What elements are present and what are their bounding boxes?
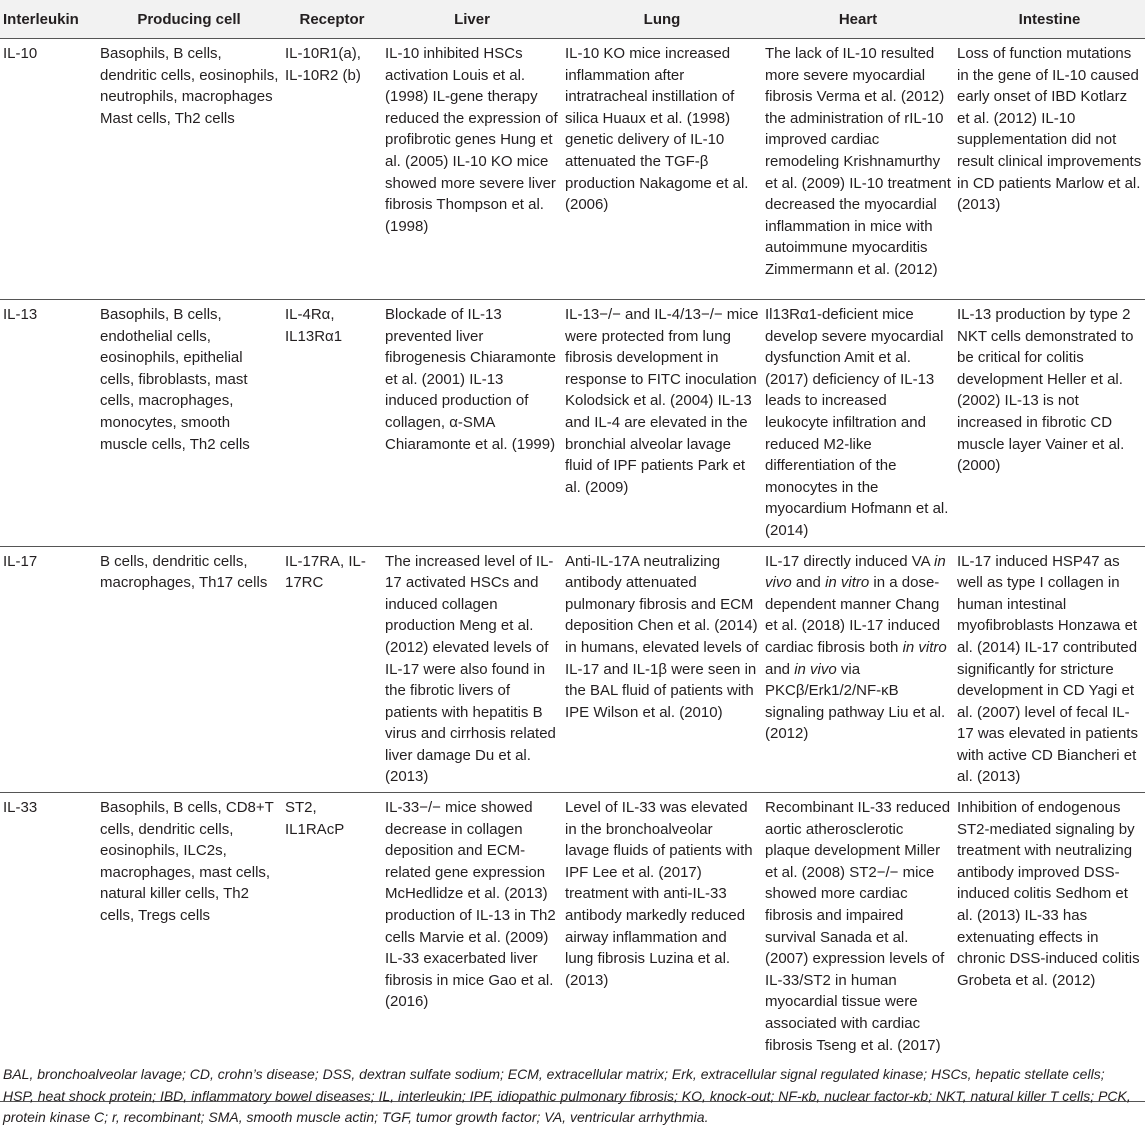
header-liver: Liver <box>382 0 562 39</box>
cell-producing-cell: Basophils, B cells, dendritic cells, eosinophils, neutrophils, macrophages Mast cells, Th2 cells <box>96 39 282 300</box>
heart-text-part: via PKCβ/Erk1/2/NF-κB signaling pathway Liu et al. (2012) <box>765 660 946 743</box>
cell-lung: Level of IL-33 was elevated in the bronchoalveolar lavage fluids of patients with IPF Lee et al. (2017) treatment with anti-IL-33 antibody markedly reduced airway inflammation and lung fibrosis Luzina et al. (2013) <box>562 793 762 1102</box>
header-heart: Heart <box>762 0 954 39</box>
table-header <box>0 0 1145 39</box>
table-row <box>0 546 1145 793</box>
heart-italic-term: in vivo <box>765 552 946 592</box>
cell-interleukin: IL-10 <box>0 39 96 300</box>
cell-liver: The increased level of IL-17 activated HSCs and induced collagen production Meng et al. (2012) elevated levels of IL-17 were also found in the fibrotic livers of patients with hepatitis B virus and cirrhosis related liver damage Du et al. (2013) <box>382 546 562 793</box>
header-producing-cell: Producing cell <box>96 0 282 39</box>
table-row <box>0 793 1145 1102</box>
cell-lung: Anti-IL-17A neutralizing antibody attenuated pulmonary fibrosis and ECM deposition Chen et al. (2014) in humans, elevated levels of IL-17 and IL-1β were seen in the BAL fluid of patients with IPE Wilson et al. (2010) <box>562 546 762 793</box>
cell-producing-cell: Basophils, B cells, CD8+T cells, dendritic cells, eosinophils, ILC2s, macrophages, mast cells, natural killer cells, Th2 cells, Tregs cells <box>96 793 282 1102</box>
cell-intestine: IL-13 production by type 2 NKT cells demonstrated to be critical for colitis development Heller et al. (2002) IL-13 is not increased in fibrotic CD muscle layer Vainer et al. (2000) <box>954 300 1145 547</box>
table-row <box>0 39 1145 300</box>
cell-receptor: IL-4Rα, IL13Rα1 <box>282 300 382 547</box>
cell-producing-cell: Basophils, B cells, endothelial cells, eosinophils, epithelial cells, fibroblasts, mast cells, macrophages, monocytes, smooth muscle cells, Th2 cells <box>96 300 282 547</box>
cell-heart: The lack of IL-10 resulted more severe myocardial fibrosis Verma et al. (2012) the administration of rIL-10 improved cardiac remodeling Krishnamurthy et al. (2009) IL-10 treatment decreased the myocardial inflammation in mice with autoimmune myocarditis Zimmermann et al. (2012) <box>762 39 954 300</box>
cell-liver: IL-10 inhibited HSCs activation Louis et al. (1998) IL-gene therapy reduced the expression of profibrotic genes Hung et al. (2005) IL-10 KO mice showed more severe liver fibrosis Thompson et al. (1998) <box>382 39 562 300</box>
cell-intestine: Inhibition of endogenous ST2-mediated signaling by treatment with neutralizing antibody improved DSS-induced colitis Sedhom et al. (2013) IL-33 has extenuating effects in chronic DSS-induced colitis Grobeta et al. (2012) <box>954 793 1145 1102</box>
heart-text-part: and <box>765 660 795 678</box>
cell-lung: IL-13−/− and IL-4/13−/− mice were protected from lung fibrosis development in response to FITC inoculation Kolodsick et al. (2004) IL-13 and IL-4 are elevated in the bronchial alveolar lavage fluid of IPF patients Park et al. (2009) <box>562 300 762 547</box>
cell-interleukin: IL-33 <box>0 793 96 1102</box>
cell-heart <box>762 546 954 793</box>
cell-heart: Il13Rα1-deficient mice develop severe myocardial dysfunction Amit et al. (2017) deficiency of IL-13 leads to increased leukocyte infiltration and reduced M2-like differentiation of the monocytes in the myocardium Hofmann et al. (2014) <box>762 300 954 547</box>
header-intestine: Intestine <box>954 0 1145 39</box>
table-footnote: BAL, bronchoalveolar lavage; CD, crohn’s disease; DSS, dextran sulfate sodium; ECM, extracellular matrix; Erk, extracellular signal regulated kinase; HSCs, hepatic stellate cells; HSP, heat shock protein; IBD, inflammatory bowel diseases; IL, interleukin; IPF, idiopathic pulmonary fibrosis; KO, knock-out; NF-κb, nuclear factor-κb; NKT, natural killer T cells; PCK, protein kinase C; r, recombinant; SMA, smooth muscle actin; TGF, tumor growth factor; VA, ventricular arrhythmia. <box>3 1066 1131 1125</box>
cell-lung: IL-10 KO mice increased inflammation after intratracheal instillation of silica Huaux et al. (1998) genetic delivery of IL-10 attenuated the TGF-β production Nakagome et al. (2006) <box>562 39 762 300</box>
header-row <box>0 0 1145 39</box>
cell-liver: Blockade of IL-13 prevented liver fibrogenesis Chiaramonte et al. (2001) IL-13 induced production of collagen, α-SMA Chiaramonte et al. (1999) <box>382 300 562 547</box>
header-interleukin: Interleukin <box>0 0 96 39</box>
cell-producing-cell: B cells, dendritic cells, macrophages, Th17 cells <box>96 546 282 793</box>
cell-liver: IL-33−/− mice showed decrease in collagen deposition and ECM-related gene expression McHedlidze et al. (2013) production of IL-13 in Th2 cells Marvie et al. (2009) IL-33 exacerbated liver fibrosis in mice Gao et al. (2016) <box>382 793 562 1102</box>
cell-intestine: IL-17 induced HSP47 as well as type I collagen in human intestinal myofibroblasts Honzawa et al. (2014) IL-17 contributed significantly for stricture development in CD Yagi et al. (2007) level of fecal IL-17 was elevated in patients with active CD Biancheri et al. (2013) <box>954 546 1145 793</box>
cell-receptor: IL-10R1(a), IL-10R2 (b) <box>282 39 382 300</box>
table-body <box>0 39 1145 1102</box>
header-receptor: Receptor <box>282 0 382 39</box>
heart-italic-term: in vivo <box>794 660 837 678</box>
heart-text-part: in a dose-dependent manner Chang et al. (2018) IL-17 induced cardiac fibrosis both <box>765 574 941 656</box>
cell-interleukin: IL-17 <box>0 546 96 793</box>
heart-text-part: and <box>791 574 826 592</box>
header-lung: Lung <box>562 0 762 39</box>
heart-text-part: IL-17 directly induced VA <box>765 552 934 570</box>
cell-interleukin: IL-13 <box>0 300 96 547</box>
cell-heart: Recombinant IL-33 reduced aortic atherosclerotic plaque development Miller et al. (2008) ST2−/− mice showed more cardiac fibrosis and impaired survival Sanada et al. (2007) expression levels of IL-33/ST2 in human myocardial tissue were associated with cardiac fibrosis Tseng et al. (2017) <box>762 793 954 1102</box>
cell-receptor: IL-17RA, IL-17RC <box>282 546 382 793</box>
heart-italic-term: in vitro <box>902 638 947 656</box>
cell-receptor: ST2, IL1RAcP <box>282 793 382 1102</box>
heart-italic-term: in vitro <box>825 574 870 592</box>
cell-intestine: Loss of function mutations in the gene of IL-10 caused early onset of IBD Kotlarz et al. (2012) IL-10 supplementation did not result clinical improvements in CD patients Marlow et al. (2013) <box>954 39 1145 300</box>
table-row <box>0 300 1145 547</box>
